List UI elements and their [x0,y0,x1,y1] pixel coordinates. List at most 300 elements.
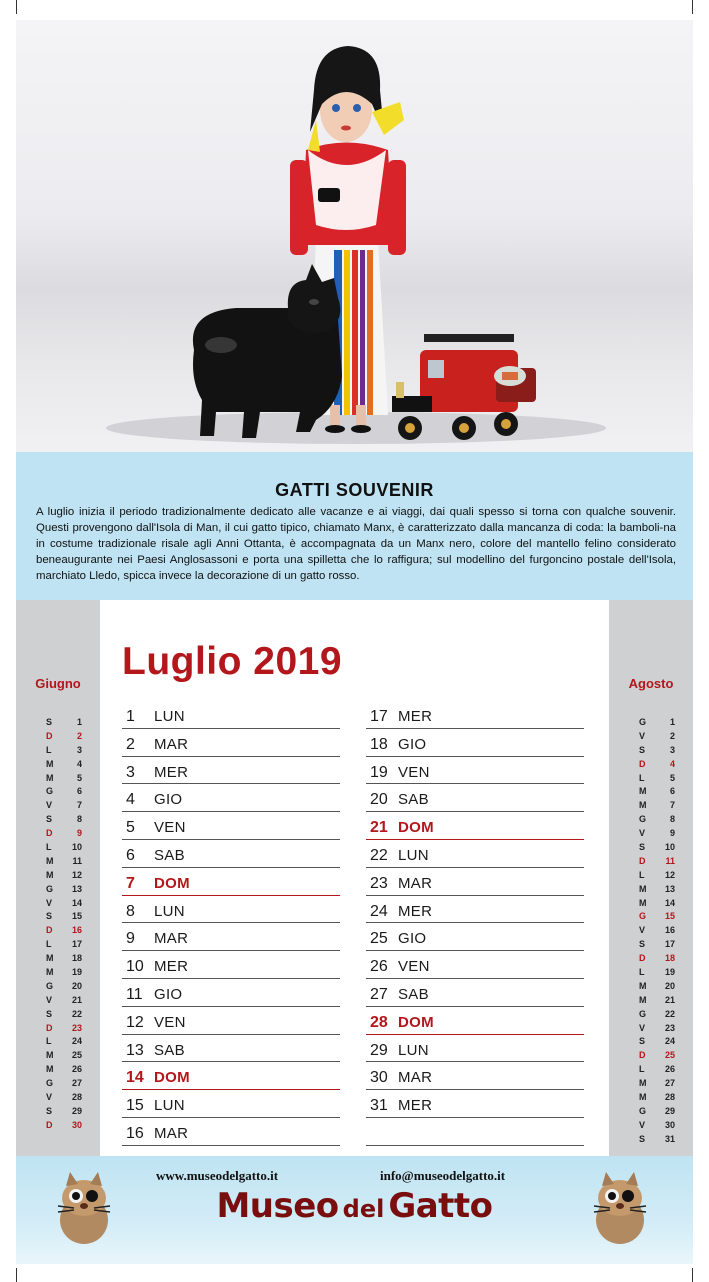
mini-day-row [609,1008,693,1022]
mini-day-letter: G [639,814,647,825]
day-row [122,1090,340,1118]
mini-day-number: 21 [664,994,675,1005]
mini-day-row [16,994,100,1008]
day-name: DOM [398,819,434,837]
day-row [122,729,340,757]
story-title: GATTI SOUVENIR [275,480,434,500]
mini-day-letter: L [639,869,645,880]
day-name: SAB [398,791,429,809]
mini-day-number: 24 [71,1036,82,1047]
day-row [366,701,584,729]
mini-day-row [609,1022,693,1036]
crop-mark [16,1268,17,1282]
day-name: SAB [154,846,185,864]
mini-day-letter: G [639,1105,647,1116]
mini-day-letter: L [639,1064,645,1075]
day-name: MAR [398,1069,433,1087]
mini-day-letter: M [46,1050,54,1061]
mini-day-row [609,1049,693,1063]
mini-day-row [16,1035,100,1049]
days-column-right [366,701,584,1146]
next-month-days [609,716,693,1147]
mini-day-number: 31 [664,1133,675,1144]
mini-day-letter: D [46,1119,53,1130]
mini-day-row [16,799,100,813]
mini-day-number: 26 [664,1064,675,1075]
mini-day-number: 3 [76,744,82,755]
mini-day-row [609,758,693,772]
mini-day-letter: D [46,1022,53,1033]
mini-day-row [16,1119,100,1133]
mini-day-number: 2 [669,730,675,741]
day-number: 3 [126,763,135,781]
mini-day-row [609,855,693,869]
day-row [366,840,584,868]
mini-day-letter: S [639,842,646,853]
mini-day-number: 23 [664,1022,675,1033]
mini-day-number: 8 [669,814,675,825]
day-row [122,896,340,924]
day-row [122,951,340,979]
day-number: 16 [126,1124,144,1142]
mini-day-letter: V [46,1092,53,1103]
day-name: DOM [154,1069,190,1087]
mini-day-number: 20 [71,980,82,991]
day-name: MER [398,1097,433,1115]
mini-day-number: 7 [76,800,82,811]
mini-day-row [16,1049,100,1063]
day-name: VEN [398,763,430,781]
mini-day-row [16,883,100,897]
mini-day-number: 11 [72,855,82,866]
mini-day-letter: G [639,911,647,922]
day-number: 26 [370,958,388,976]
day-row [366,757,584,785]
day-number: 4 [126,791,135,809]
day-name: LUN [154,902,185,920]
mini-day-letter: G [46,883,54,894]
mini-day-row [609,1105,693,1119]
mini-day-number: 8 [76,814,82,825]
day-row [122,840,340,868]
mini-day-letter: G [639,717,647,727]
mini-day-letter: M [46,758,54,769]
mini-day-row [16,827,100,841]
mini-day-letter: M [639,883,647,894]
mini-day-number: 1 [76,717,82,727]
mini-day-number: 18 [664,953,675,964]
crop-mark [692,1268,693,1282]
mini-day-number: 21 [71,994,82,1005]
mini-day-number: 16 [664,925,675,936]
mini-day-row [16,1091,100,1105]
day-number: 20 [370,791,388,809]
mini-day-number: 1 [669,717,675,727]
mini-day-number: 4 [76,758,82,769]
day-row [366,951,584,979]
day-number: 5 [126,819,135,837]
mini-day-number: 14 [664,897,675,908]
mini-day-number: 9 [669,828,675,839]
mini-day-letter: D [639,855,646,866]
mini-day-number: 25 [664,1050,675,1061]
mini-day-row [609,785,693,799]
mini-day-row [16,924,100,938]
cat-toy-icon [580,1168,660,1248]
day-name: VEN [154,1013,186,1031]
day-row [122,1035,340,1063]
mini-day-number: 24 [664,1036,675,1047]
day-row [122,784,340,812]
day-row [122,868,340,896]
mini-day-row [609,910,693,924]
day-name: SAB [398,985,429,1003]
mini-day-row [609,1119,693,1133]
photo [16,20,693,452]
day-number: 1 [126,708,135,725]
prev-month-panel [16,600,100,1156]
day-row [366,1007,584,1035]
mini-day-row [609,1077,693,1091]
mini-day-number: 20 [664,980,675,991]
mini-day-row [16,1063,100,1077]
mini-day-letter: S [46,1105,53,1116]
mini-day-number: 10 [71,842,82,853]
mini-day-row [16,938,100,952]
mini-day-row [16,1105,100,1119]
day-number: 13 [126,1041,144,1059]
day-row [122,1118,340,1146]
day-number: 8 [126,902,135,920]
mini-day-letter: L [46,939,52,950]
mini-day-row [609,1035,693,1049]
mini-day-number: 13 [664,883,675,894]
mini-day-letter: M [639,897,647,908]
story-band [16,452,693,600]
day-name: GIO [398,930,427,948]
mini-day-letter: D [46,730,53,741]
mini-day-row [16,980,100,994]
mini-day-row [16,772,100,786]
next-month-panel [609,600,693,1156]
mini-day-row [609,952,693,966]
mini-day-letter: M [639,786,647,797]
mini-day-row [609,924,693,938]
mini-day-number: 29 [71,1105,82,1116]
mini-day-letter: D [639,1050,646,1061]
mini-day-row [609,1133,693,1147]
day-number: 9 [126,930,135,948]
day-row [122,812,340,840]
mini-day-row [609,1091,693,1105]
day-name: MER [398,902,433,920]
mini-day-letter: G [46,786,54,797]
mini-day-number: 15 [664,911,675,922]
mini-day-row [609,1063,693,1077]
day-name: MAR [154,735,189,753]
prev-month-title: Giugno [35,676,81,691]
mini-day-row [609,772,693,786]
mini-day-number: 28 [664,1092,675,1103]
mini-day-letter: M [46,967,54,978]
mini-day-row [609,744,693,758]
day-number: 6 [126,846,135,864]
footer [16,1156,693,1264]
mini-day-number: 6 [76,786,82,797]
logo-word-del: del [342,1195,385,1223]
mini-day-letter: V [639,1022,646,1033]
doll-cat-van-illustration [16,20,693,452]
day-number: 10 [126,958,144,976]
crop-mark [16,0,17,14]
day-name: LUN [154,708,185,725]
mini-day-number: 16 [71,925,82,936]
mini-day-letter: M [639,980,647,991]
day-row [122,979,340,1007]
day-number: 23 [370,874,388,892]
day-name: SAB [154,1041,185,1059]
day-row [366,729,584,757]
day-number: 7 [126,874,135,892]
mini-day-letter: G [46,1078,54,1089]
day-name: LUN [398,1041,429,1059]
mini-day-number: 15 [71,911,82,922]
mini-day-number: 17 [71,939,82,950]
mini-day-letter: V [639,730,646,741]
prev-month-days [16,716,100,1133]
day-number: 2 [126,735,135,753]
mini-day-letter: M [639,1092,647,1103]
mini-day-row [16,855,100,869]
story-body: A luglio inizia il periodo tradizionalmente dedicato alle vacanze e ai viaggi, dai quali spesso si torna con qualche souvenir. Questi provengono dall'Isola di Man, il cui gatto tipico, chiamato Manx, è caratterizzato dalla mancanza di coda: la bamboli-na in costume tradizionale risale agli Anni Ottanta, è accompagnata da un Manx nero, colore del mantello felino considerato beneaugurante nei Paesi Anglosassoni e porta una spilletta che lo raffigura; sul modellino del furgoncino postale dell'Isola, marchiato Lledo, spicca invece la decorazione di un gatto rosso. [36,506,676,582]
mini-day-letter: L [639,967,645,978]
mini-day-number: 22 [71,1008,82,1019]
day-name: GIO [154,791,183,809]
mini-day-letter: M [46,772,54,783]
logo-word-museo: Museo [216,1186,339,1226]
mini-day-letter: L [46,744,52,755]
day-name: GIO [154,985,183,1003]
mini-day-letter: M [46,953,54,964]
crop-mark [692,0,693,14]
day-name: DOM [154,874,190,892]
mini-day-letter: V [46,800,53,811]
day-name: MAR [398,874,433,892]
mini-day-row [609,980,693,994]
mini-day-row [609,716,693,730]
mini-day-number: 6 [669,786,675,797]
mini-day-number: 27 [664,1078,675,1089]
day-row [366,923,584,951]
mini-day-number: 18 [71,953,82,964]
day-number: 21 [370,819,388,837]
day-number: 30 [370,1069,388,1087]
day-number: 19 [370,763,388,781]
mini-day-row [609,897,693,911]
days-column-left [122,701,340,1146]
mini-day-letter: D [46,925,53,936]
day-name: GIO [398,735,427,753]
mini-day-number: 30 [71,1119,82,1130]
mini-day-row [16,841,100,855]
mini-day-row [16,952,100,966]
day-number: 29 [370,1041,388,1059]
mini-day-number: 22 [664,1008,675,1019]
day-row [366,812,584,840]
mini-day-number: 2 [76,730,82,741]
mini-day-letter: L [46,1036,52,1047]
mini-day-number: 25 [71,1050,82,1061]
day-name: MAR [154,1124,189,1142]
mini-day-number: 29 [664,1105,675,1116]
day-number: 27 [370,985,388,1003]
day-row [122,923,340,951]
day-name: MER [154,958,189,976]
mini-day-row [609,966,693,980]
mini-day-row [609,994,693,1008]
day-number: 31 [370,1097,388,1115]
mini-day-number: 30 [664,1119,675,1130]
day-name: MER [398,708,433,725]
mini-day-row [16,785,100,799]
mini-day-letter: L [46,842,52,853]
mini-day-letter: V [46,897,53,908]
mini-day-number: 10 [664,842,675,853]
mini-day-letter: S [639,744,646,755]
day-row [122,1007,340,1035]
mini-day-row [16,758,100,772]
mini-day-row [609,883,693,897]
day-name: DOM [398,1013,434,1031]
mini-day-number: 4 [669,758,675,769]
mini-day-row [609,730,693,744]
day-number: 28 [370,1013,388,1031]
day-number: 11 [126,985,143,1003]
mini-day-letter: S [46,1008,53,1019]
day-row [366,1090,584,1118]
mini-day-row [16,744,100,758]
mini-day-number: 11 [665,855,675,866]
mini-day-letter: D [46,828,53,839]
mini-day-row [609,938,693,952]
mini-day-letter: S [639,1036,646,1047]
mini-day-number: 19 [664,967,675,978]
mini-day-row [609,869,693,883]
mini-day-letter: L [639,772,645,783]
mini-day-letter: M [639,800,647,811]
email-link[interactable]: info@museodelgatto.it [380,1168,506,1183]
mini-day-number: 28 [71,1092,82,1103]
mini-day-row [16,730,100,744]
mini-day-number: 13 [71,883,82,894]
day-number: 14 [126,1069,144,1087]
day-number: 15 [126,1097,144,1115]
mini-day-letter: D [639,953,646,964]
mini-day-number: 19 [71,967,82,978]
day-row [366,979,584,1007]
website-link[interactable]: www.museodelgatto.it [156,1168,279,1183]
day-number: 17 [370,708,388,725]
day-number: 12 [126,1013,144,1031]
mini-day-row [16,966,100,980]
next-month-title: Agosto [628,676,674,691]
mini-day-letter: S [46,911,53,922]
mini-day-letter: M [639,994,647,1005]
day-name: VEN [154,819,186,837]
mini-day-number: 5 [669,772,675,783]
mini-day-letter: M [46,855,54,866]
day-name: MER [154,763,189,781]
mini-day-letter: S [46,717,53,727]
mini-day-row [16,716,100,730]
mini-day-letter: S [639,1133,646,1144]
mini-day-letter: V [639,925,646,936]
mini-day-letter: V [639,1119,646,1130]
mini-day-number: 3 [669,744,675,755]
day-row [122,701,340,729]
mini-day-row [16,869,100,883]
day-row [366,868,584,896]
mini-day-letter: G [46,980,54,991]
mini-day-number: 7 [669,800,675,811]
day-number: 22 [370,846,388,864]
day-row [366,1035,584,1063]
day-row [122,1062,340,1090]
mini-day-row [16,1077,100,1091]
mini-day-letter: S [46,814,53,825]
mini-day-number: 26 [71,1064,82,1075]
mini-day-row [16,1022,100,1036]
mini-day-number: 17 [664,939,675,950]
day-name: VEN [398,958,430,976]
mini-day-number: 12 [71,869,82,880]
mini-day-number: 9 [76,828,82,839]
mini-day-letter: M [46,1064,54,1075]
mini-day-number: 12 [664,869,675,880]
day-number: 18 [370,735,388,753]
logo-word-gatto: Gatto [388,1186,493,1226]
mini-day-row [609,841,693,855]
mini-day-row [609,813,693,827]
mini-day-letter: G [639,1008,647,1019]
mini-day-number: 23 [71,1022,82,1033]
day-row [366,1062,584,1090]
mini-day-letter: D [639,758,646,769]
mini-day-row [609,799,693,813]
day-row [366,896,584,924]
day-row [366,1118,584,1146]
month-calendar [100,600,609,1156]
mini-day-letter: S [639,939,646,950]
day-name: MAR [154,930,189,948]
mini-day-row [16,813,100,827]
mini-day-row [16,1008,100,1022]
mini-day-number: 14 [71,897,82,908]
day-number: 24 [370,902,388,920]
mini-day-letter: M [639,1078,647,1089]
day-row [122,757,340,785]
mini-day-row [609,827,693,841]
mini-day-letter: V [639,828,646,839]
month-title: Luglio 2019 [122,640,343,683]
day-number: 25 [370,930,388,948]
mini-day-number: 5 [76,772,82,783]
day-name: LUN [398,846,429,864]
mini-day-row [16,910,100,924]
day-row [366,784,584,812]
mini-day-letter: M [46,869,54,880]
mini-day-row [16,897,100,911]
